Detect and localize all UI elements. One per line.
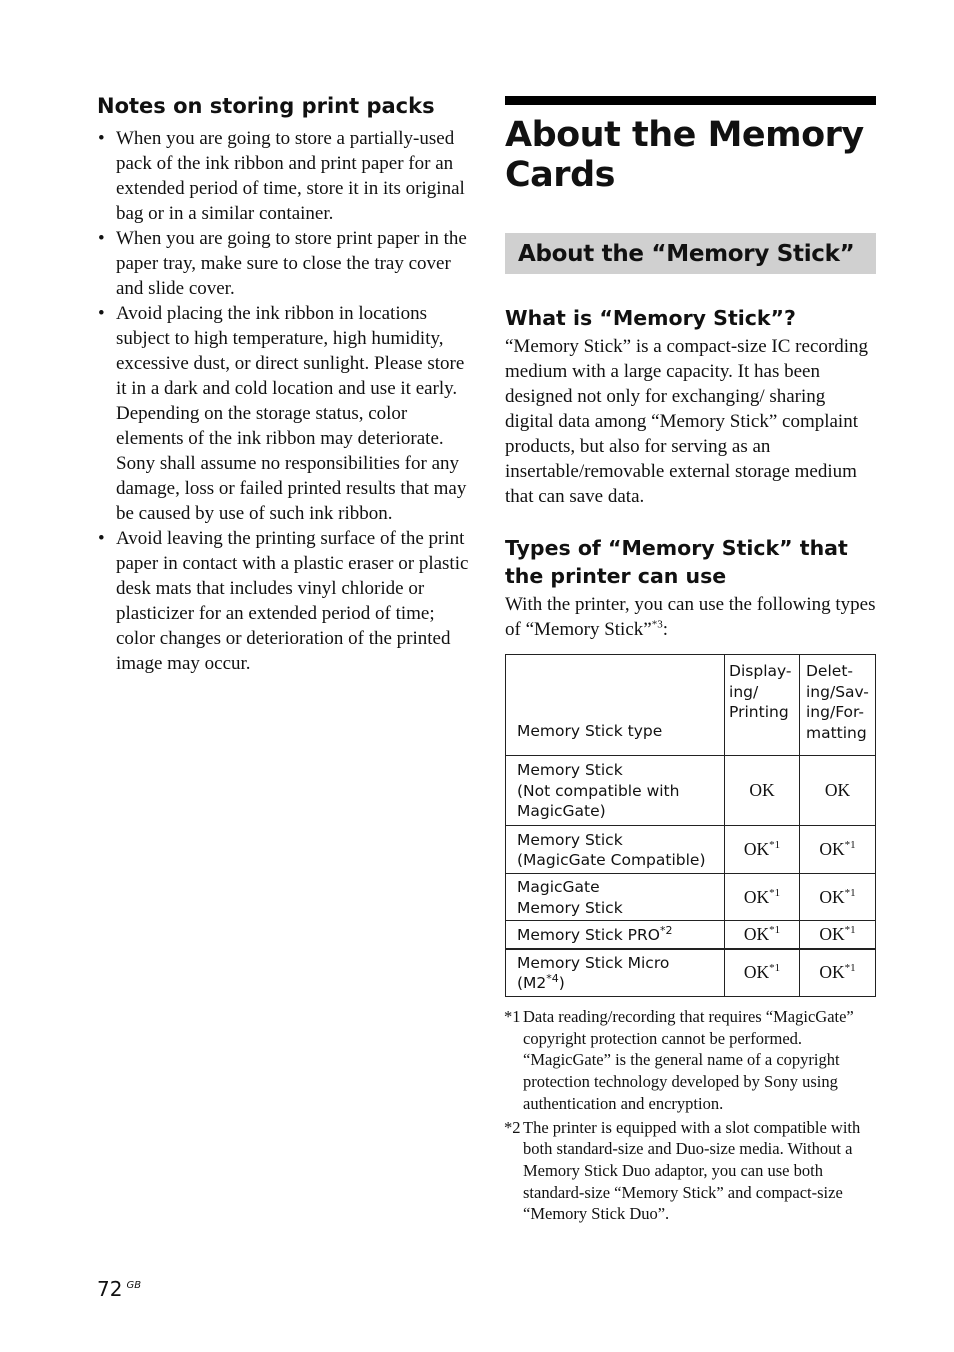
footnotes	[505, 1006, 876, 1227]
types-body-colon: :	[662, 619, 668, 640]
delete-cell	[800, 826, 876, 874]
type-cell	[506, 826, 725, 874]
footnote-mark: *1	[504, 1007, 521, 1026]
header-delete	[800, 655, 876, 756]
header-display-l3: Printing	[729, 703, 789, 721]
ok-text: OK	[819, 886, 845, 907]
footnote-text: Data reading/recording that requires “MagicGate” copyright protection cannot be performed. “MagicGate” is the general name of a copyright protection technology developed by Sony using authentication and encryption.	[523, 1007, 854, 1113]
list-item	[97, 126, 469, 226]
page-title-line2: Cards	[505, 155, 615, 195]
types-heading-line2: the printer can use	[505, 564, 727, 588]
type-line: Memory Stick PRO	[517, 925, 660, 944]
header-display	[725, 655, 800, 756]
type-line: (MagicGate Compatible)	[517, 851, 706, 869]
types-heading	[505, 534, 876, 590]
ok-text: OK	[819, 923, 845, 944]
footnote-mark: *2	[504, 1117, 521, 1137]
table-row	[506, 949, 876, 997]
type-cell	[506, 921, 725, 949]
table-row	[506, 921, 876, 949]
footnote-ref: *1	[769, 839, 781, 852]
type-line: Memory Stick	[517, 761, 623, 780]
bullet-icon: •	[98, 228, 105, 249]
type-cell	[506, 756, 725, 826]
page-title-line1: About the Memory	[505, 115, 864, 155]
page-language: GB	[126, 1280, 142, 1291]
list-item-text: When you are going to store print paper in the paper tray, make sure to close the tray cover and slide cover.	[116, 228, 467, 299]
page-title	[505, 115, 876, 195]
display-cell	[725, 874, 800, 921]
display-cell	[725, 826, 800, 874]
types-body-text: With the printer, you can use the following types of “Memory Stick”	[505, 594, 876, 640]
footnote-ref: *1	[844, 886, 856, 899]
list-item	[97, 526, 469, 676]
bullet-icon: •	[98, 303, 105, 324]
notes-heading: Notes on storing print packs	[97, 94, 435, 118]
type-line: Memory Stick Micro	[517, 953, 670, 972]
notes-list	[97, 126, 469, 676]
left-column	[97, 92, 469, 676]
list-item-text: Avoid placing the ink ribbon in locations subject to high temperature, high humidity, excessive dust, or direct sunlight. Please store it in a dark and cold location and use it early. Depending on the storage status, color elements of the ink ribbon may deteriorate. Sony shall assume no responsibilities for any damage, loss or failed printed results that may be caused by use of such ink ribbon.	[116, 303, 467, 524]
section-title: About the “Memory Stick”	[518, 240, 855, 267]
footnote-ref: *3	[651, 618, 663, 631]
ok-text: OK	[743, 962, 770, 983]
type-line: MagicGate	[517, 878, 600, 896]
footnote-text: The printer is equipped with a slot compatible with both standard-size and Duo-size media. Without a Memory Stick Duo adaptor, you can use both standard-size “Memory Stick” and compact-size “Memory Stick Duo”.	[523, 1117, 861, 1224]
list-item	[97, 301, 469, 526]
footnote-ref: *4	[546, 972, 559, 986]
footnote-ref: *1	[769, 886, 781, 899]
ok-text: OK	[819, 962, 845, 983]
header-delete-l3: ing/For-	[806, 703, 865, 721]
table-row	[506, 874, 876, 921]
bullet-icon: •	[98, 528, 105, 549]
delete-cell	[800, 921, 876, 949]
page-number	[97, 1277, 141, 1301]
right-column	[505, 96, 876, 642]
list-item-text: Avoid leaving the printing surface of the print paper in contact with a plastic eraser or plastic desk mats that includes vinyl chloride or plasticizer for an extended period of time; color changes or deterioration of the printed image may occur.	[116, 528, 469, 674]
table-header-row	[506, 655, 876, 756]
delete-cell: OK	[800, 756, 876, 826]
types-body	[505, 592, 876, 642]
footnote	[505, 1117, 876, 1226]
display-cell: OK	[725, 756, 800, 826]
header-delete-l1: Delet-	[806, 662, 853, 680]
list-item	[97, 226, 469, 301]
header-display-l1: Display-	[729, 662, 792, 680]
type-line: Memory Stick	[517, 898, 623, 917]
type-cell	[506, 874, 725, 921]
type-line: (M2	[517, 974, 547, 993]
table-row	[506, 826, 876, 874]
header-delete-l4: matting	[806, 723, 867, 742]
title-rule	[505, 96, 876, 105]
footnote-ref: *2	[659, 923, 673, 937]
header-display-l2: ing/	[729, 682, 759, 701]
footnote-ref: *1	[844, 962, 856, 975]
ok-text: OK	[743, 923, 770, 944]
type-line: Memory Stick	[517, 830, 623, 849]
footnote-ref: *1	[844, 923, 856, 936]
footnote-ref: *1	[769, 962, 781, 975]
display-cell	[725, 921, 800, 949]
bullet-icon: •	[98, 128, 105, 149]
page-number-value: 72	[97, 1277, 123, 1301]
what-heading: What is “Memory Stick”?	[505, 306, 796, 330]
list-item-text: When you are going to store a partially-used pack of the ink ribbon and print paper for an extended period of time, store it in its original bag or in a similar container.	[116, 128, 465, 224]
table-row	[506, 756, 876, 826]
section-bar	[505, 233, 876, 274]
footnote-ref: *1	[769, 923, 781, 936]
ok-text: OK	[743, 886, 770, 907]
footnote	[505, 1006, 876, 1115]
header-type: Memory Stick type	[506, 655, 725, 756]
type-line: (Not compatible with	[517, 781, 680, 800]
type-line: MagicGate)	[517, 802, 606, 821]
type-line-end: )	[558, 974, 565, 993]
ok-text: OK	[819, 839, 845, 859]
types-heading-line1: Types of “Memory Stick” that	[505, 536, 848, 560]
type-cell	[506, 949, 725, 997]
display-cell	[725, 949, 800, 997]
memory-stick-table	[505, 654, 876, 997]
ok-text: OK	[743, 839, 770, 859]
header-delete-l2: ing/Sav-	[806, 682, 869, 701]
delete-cell	[800, 949, 876, 997]
what-body: “Memory Stick” is a compact-size IC recording medium with a large capacity. It has been designed not only for exchanging/ sharing digital data among “Memory Stick” complaint products, but also for serving as an insertable/removable external storage medium that can save data.	[505, 336, 868, 507]
footnote-ref: *1	[844, 839, 856, 852]
delete-cell	[800, 874, 876, 921]
